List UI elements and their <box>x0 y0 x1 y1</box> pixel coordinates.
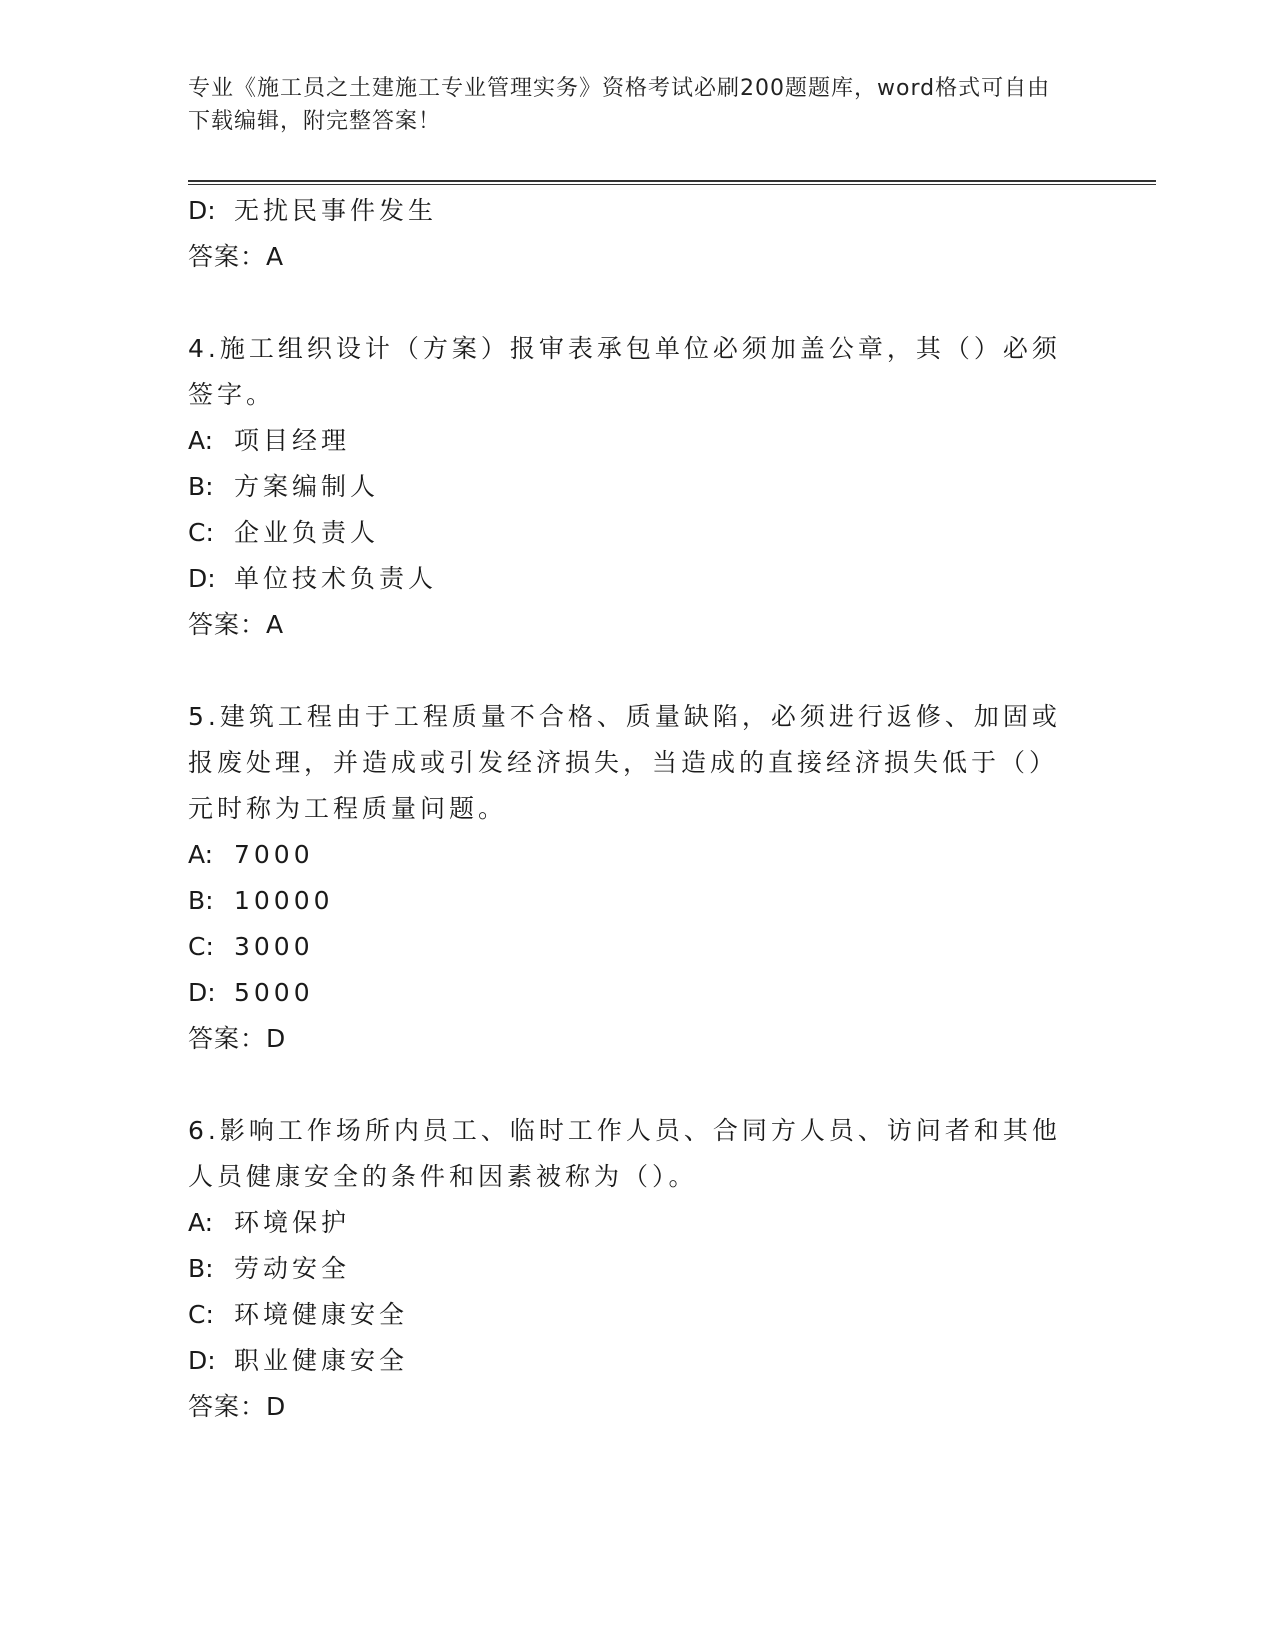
spacer <box>188 280 1068 326</box>
option-letter: C: <box>188 518 214 547</box>
header-title: 专业《施工员之土建施工专业管理实务》资格考试必刷200题题库，word格式可自由下载编辑，附完整答案！ <box>188 76 1051 134</box>
option-c <box>188 924 1068 970</box>
option-text: 职业健康安全 <box>234 1346 409 1375</box>
question-text-line: 人员健康安全的条件和因素被称为（）。 <box>188 1162 698 1191</box>
option-text: 3000 <box>234 932 314 961</box>
option-text: 无扰民事件发生 <box>234 196 438 225</box>
option-letter: C: <box>188 932 214 961</box>
option-letter: B: <box>188 1254 214 1283</box>
answer-line: 答案：A <box>188 610 285 639</box>
option-text: 劳动安全 <box>234 1254 351 1283</box>
option-a <box>188 832 1068 878</box>
option-d <box>188 1338 1068 1384</box>
option-text: 企业负责人 <box>234 518 380 547</box>
question-text-line: 6.影响工作场所内员工、临时工作人员、合同方人员、访问者和其他 <box>188 1116 1061 1145</box>
option-letter: D: <box>188 564 216 593</box>
question-block <box>188 326 1068 648</box>
document-header <box>188 72 1068 138</box>
option-b <box>188 464 1068 510</box>
option-text: 7000 <box>234 840 314 869</box>
option-letter: D: <box>188 978 216 1007</box>
answer-line: 答案：D <box>188 1392 287 1421</box>
option-text: 单位技术负责人 <box>234 564 438 593</box>
question-list <box>188 188 1068 1430</box>
option-letter: C: <box>188 1300 214 1329</box>
answer-line: 答案：A <box>188 242 285 271</box>
option-letter: B: <box>188 886 214 915</box>
option-text: 5000 <box>234 978 314 1007</box>
option-text: 10000 <box>234 886 334 915</box>
question-text-line: 签字。 <box>188 380 276 409</box>
spacer <box>188 1062 1068 1108</box>
option-text: 方案编制人 <box>234 472 380 501</box>
spacer <box>188 648 1068 694</box>
question-text-line: 4.施工组织设计（方案）报审表承包单位必须加盖公章，其（）必须 <box>188 334 1061 363</box>
option-d <box>188 970 1068 1016</box>
option-letter: B: <box>188 472 214 501</box>
option-b <box>188 878 1068 924</box>
question-block <box>188 1108 1068 1430</box>
option-letter: A: <box>188 840 214 869</box>
option-letter: D: <box>188 1346 216 1375</box>
option-c <box>188 1292 1068 1338</box>
header-divider <box>188 180 1156 185</box>
option-d <box>188 188 1068 234</box>
answer-line: 答案：D <box>188 1024 287 1053</box>
option-letter: A: <box>188 426 214 455</box>
option-b <box>188 1246 1068 1292</box>
option-c <box>188 510 1068 556</box>
option-letter: A: <box>188 1208 214 1237</box>
question-block <box>188 694 1068 1062</box>
option-text: 环境保护 <box>234 1208 351 1237</box>
option-text: 项目经理 <box>234 426 351 455</box>
question-text-line: 报废处理，并造成或引发经济损失，当造成的直接经济损失低于（） <box>188 748 1059 777</box>
option-text: 环境健康安全 <box>234 1300 409 1329</box>
option-a <box>188 1200 1068 1246</box>
option-d <box>188 556 1068 602</box>
option-a <box>188 418 1068 464</box>
question-text-line: 5.建筑工程由于工程质量不合格、质量缺陷，必须进行返修、加固或 <box>188 702 1061 731</box>
question-text-line: 元时称为工程质量问题。 <box>188 794 508 823</box>
option-letter: D: <box>188 196 216 225</box>
